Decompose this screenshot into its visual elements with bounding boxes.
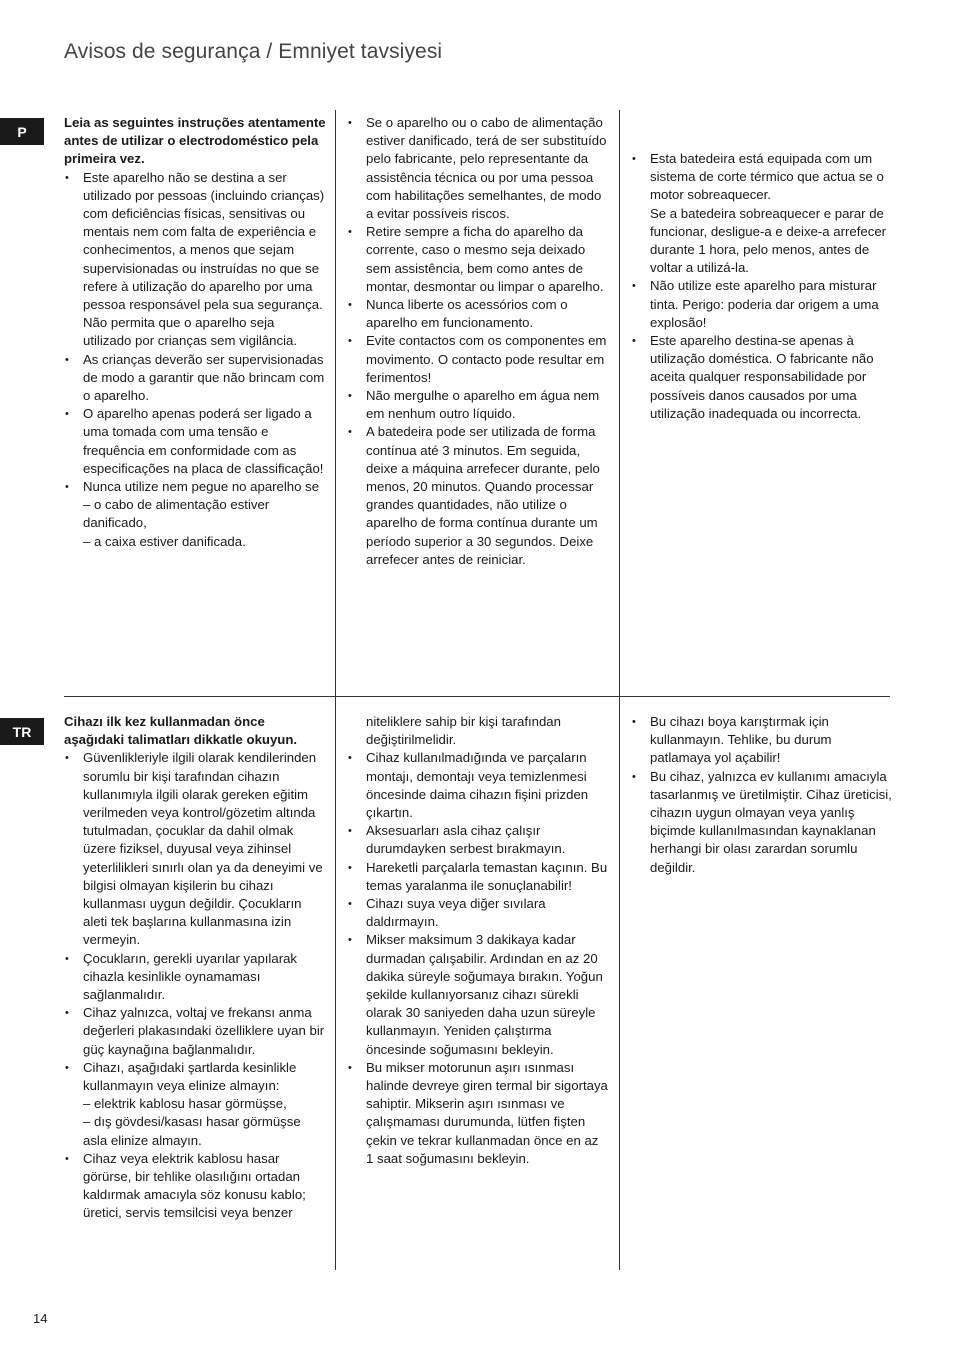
page-number: 14 <box>33 1311 48 1326</box>
tr-column-3 <box>631 713 893 877</box>
list-item-text: Se a batedeira sobreaquecer e parar de funcionar, desligue-a e deixe-a arrefecer durante 1 hora, pelo menos, antes de voltar a utilizá-la. <box>650 205 887 276</box>
pt-column-1 <box>64 114 326 551</box>
list-item-lead: • Nunca utilize nem pegue no aparelho se <box>83 479 320 495</box>
section-divider <box>64 696 890 697</box>
list-item-sub: – o cabo de alimentação estiver danificado, <box>83 497 270 531</box>
list-item-sub: – elektrik kablosu hasar görmüşse, <box>83 1096 287 1112</box>
list-item: • Este aparelho não se destina a ser utilizado por pessoas (incluindo crianças) com deficiências físicas, sensitivas ou mentais nem com falta de experiência e conhecimentos, a menos que sejam supervisionadas ou instruídas no que se refere à utilização do aparelho por uma pessoa responsável pela sua segurança. Não permita que o aparelho seja utilizado por crianças sem vigilância. <box>64 169 326 351</box>
column-divider <box>619 697 620 1270</box>
list-item-sub: – dış gövdesi/kasası hasar görmüşse asla elinize almayın. <box>83 1114 301 1148</box>
list-item: • Evite contactos com os componentes em movimento. O contacto pode resultar em ferimentos! <box>347 332 609 387</box>
list-item: • A batedeira pode ser utilizada de forma contínua até 3 minutos. Em seguida, deixe a máquina arrefecer durante, pelo menos, 20 minutos. Quando processar grandes quantidades, não utilize o aparelho de forma contínua durante um período superior a 30 segundos. Deixe arrefecer antes de reiniciar. <box>347 423 609 569</box>
tr-column-1 <box>64 713 326 1223</box>
column-divider <box>335 110 336 696</box>
list-item: • Güvenlikleriyle ilgili olarak kendilerinden sorumlu bir kişi tarafından cihazın kullanımıyla ilgili olarak gereken eğitim verilmeden veya kontrol/gözetim altında tutulmadan, çocuklar da dahil olmak üzere fiziksel, duyusal veya zihinsel yeterlilikleri sınırlı olan ya da deneyimi ve bilgisi olmayan kişilerin bu cihazı kullanması uygun değildir. Çocukların aleti tek başlarına kullanmasına izin vermeyin. <box>64 749 326 949</box>
tr-intro: Cihazı ilk kez kullanmadan önce aşağıdaki talimatları dikkatle okuyun. <box>64 714 298 748</box>
list-item: • Bu cihazı boya karıştırmak için kullanmayın. Tehlike, bu durum patlamaya yol açabilir! <box>631 713 893 768</box>
column-divider <box>619 110 620 696</box>
tr-column-2 <box>347 713 609 1168</box>
list-item: • Bu cihaz, yalnızca ev kullanımı amacıyla tasarlanmış ve üretilmiştir. Cihaz üreticisi, cihazın uygun olmayan veya yanlış biçimde kullanılmasından kaynaklanan herhangi bir olası zarardan sorumlu değildir. <box>631 768 893 877</box>
language-tab-pt: P <box>0 118 44 145</box>
list-item-text: • Esta batedeira está equipada com um sistema de corte térmico que actua se o motor sobreaquecer. <box>650 151 884 203</box>
list-item: • As crianças deverão ser supervisionadas de modo a garantir que não brincam com o aparelho. <box>64 351 326 406</box>
list-item: • Não mergulhe o aparelho em água nem em nenhum outro líquido. <box>347 387 609 423</box>
list-item: • Retire sempre a ficha do aparelho da corrente, caso o mesmo seja deixado sem assistência, bem como antes de montar, desmontar ou limpar o aparelho. <box>347 223 609 296</box>
list-item <box>64 1059 326 1150</box>
list-item-sub: – a caixa estiver danificada. <box>83 533 246 549</box>
list-item: • Bu mikser motorunun aşırı ısınması halinde devreye giren termal bir sigortaya sahiptir. Mikserin aşırı ısınması ve çalışmaması durumunda, lütfen fişten çekin ve tekrar kullanmadan önce en az 1 saat soğumasını bekleyin. <box>347 1059 609 1168</box>
pt-intro: Leia as seguintes instruções atentamente antes de utilizar o electrodoméstico pela primeira vez. <box>64 115 326 167</box>
list-item: • Não utilize este aparelho para misturar tinta. Perigo: poderia dar origem a uma explosão! <box>631 277 893 332</box>
list-item <box>64 478 326 551</box>
pt-column-2 <box>347 114 609 569</box>
list-item: • Hareketli parçalarla temastan kaçının. Bu temas yaralanma ile sonuçlanabilir! <box>347 859 609 895</box>
list-item: • Cihaz veya elektrik kablosu hasar görürse, bir tehlike olasılığını ortadan kaldırmak amacıyla söz konusu kablo; üretici, servis temsilcisi veya benzer <box>64 1150 326 1223</box>
list-item: • Cihaz yalnızca, voltaj ve frekansı anma değerleri plakasındaki özelliklere uyan bir güç kaynağına bağlanmalıdır. <box>64 1004 326 1059</box>
list-item-continuation: niteliklere sahip bir kişi tarafından değiştirilmelidir. <box>366 714 561 748</box>
list-item: • Este aparelho destina-se apenas à utilização doméstica. O fabricante não aceita qualquer responsabilidade por possíveis danos causados por uma utilização inadequada ou incorrecta. <box>631 332 893 423</box>
list-item-lead: • Cihazı, aşağıdaki şartlarda kesinlikle kullanmayın veya elinize almayın: <box>83 1059 297 1094</box>
list-item: • Mikser maksimum 3 dakikaya kadar durmadan çalışabilir. Ardından en az 20 dakika süreyle soğumaya bırakın. Yoğun şekilde kullanıyorsanız cihazı sürekli olarak 30 saniyeden daha uzun süreyle kullanmayın. Yeniden çalıştırma öncesinde soğumasını bekleyin. <box>347 931 609 1058</box>
page-title: Avisos de segurança / Emniyet tavsiyesi <box>64 40 443 63</box>
column-divider <box>335 697 336 1270</box>
language-tab-tr: TR <box>0 718 44 745</box>
list-item: • Çocukların, gerekli uyarılar yapılarak cihazla kesinlikle oynamaması sağlanmalıdır. <box>64 950 326 1005</box>
list-item <box>631 150 893 277</box>
pt-column-3 <box>631 150 893 423</box>
list-item: • Cihazı suya veya diğer sıvılara daldırmayın. <box>347 895 609 931</box>
list-item: • O aparelho apenas poderá ser ligado a uma tomada com uma tensão e frequência em conformidade com as especificações na placa de classificação! <box>64 405 326 478</box>
list-item: • Se o aparelho ou o cabo de alimentação estiver danificado, terá de ser substituído pelo fabricante, pelo representante da assistência técnica ou por uma pessoa com habilitações semelhantes, de modo a evitar possíveis riscos. <box>347 114 609 223</box>
list-item: • Cihaz kullanılmadığında ve parçaların montajı, demontajı veya temizlenmesi öncesinde daima cihazın fişini prizden çıkartın. <box>347 749 609 822</box>
list-item: • Nunca liberte os acessórios com o aparelho em funcionamento. <box>347 296 609 332</box>
list-item: • Aksesuarları asla cihaz çalışır durumdayken serbest bırakmayın. <box>347 822 609 858</box>
